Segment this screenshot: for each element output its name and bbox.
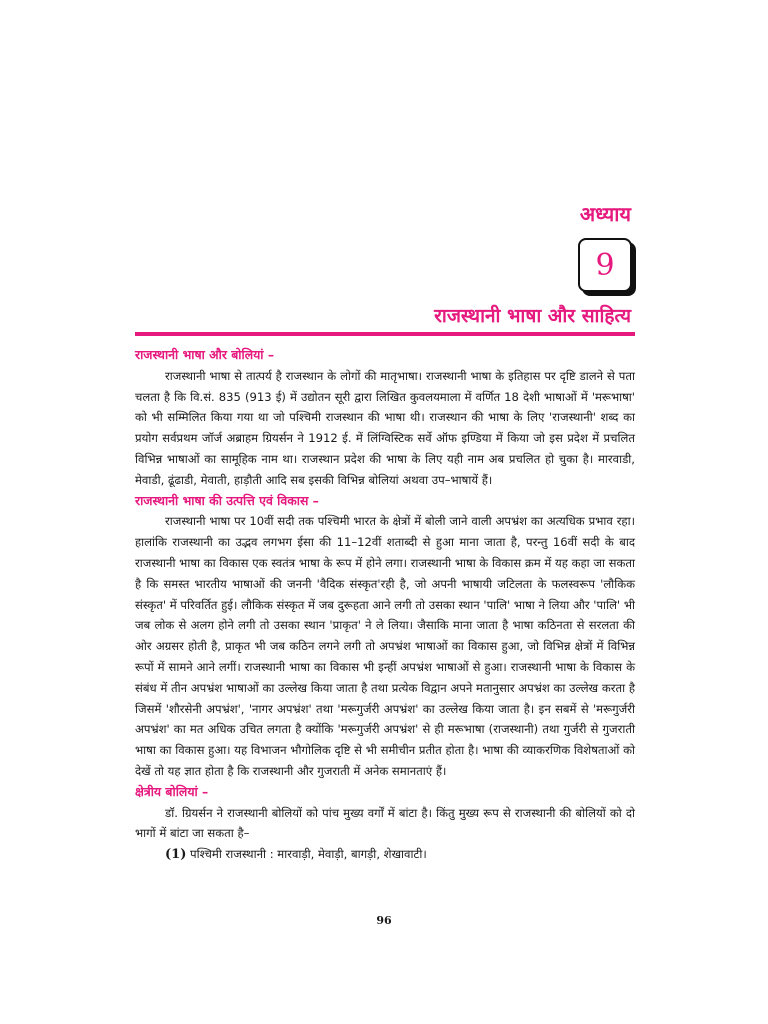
section-heading-origin: राजस्थानी भाषा की उत्पत्ति एवं विकास – — [135, 492, 319, 508]
chapter-label: अध्याय — [579, 202, 631, 226]
list-item-text: पश्चिमी राजस्थानी : मारवाड़ी, मेवाड़ी, बागड़ी, शेखावाटी। — [190, 847, 427, 862]
page-number: 96 — [376, 914, 392, 927]
title-divider — [135, 332, 635, 336]
chapter-number-box — [578, 238, 632, 292]
section-paragraph-dialects: डॉ. ग्रियर्सन ने राजस्थानी बोलियों को पांच मुख्य वर्गों में बांटा है। किंतु मुख्य रूप से राजस्थानी की बोलियों को दो भागों में बांटा जा सकता है– — [135, 805, 635, 841]
section-paragraph-languages: राजस्थानी भाषा से तात्पर्य है राजस्थान के लोगों की मातृभाषा। राजस्थानी भाषा के इतिहास पर दृष्टि डालने से पता चलता है कि वि.सं. 835 (913 ई) में उद्योतन सूरी द्वारा लिखित कुवलयमाला में वर्णित 18 देशी भाषाओं में 'मरूभाषा' को भी सम्मिलित किया गया था जो पश्चिमी राजस्थान की भाषा थी। राजस्थान की भाषा के लिए 'राजस्थानी' शब्द का प्रयोग सर्वप्रथम जॉर्ज अब्राहम ग्रियर्सन ने 1912 ई. में लिंग्विस्टिक सर्वे ऑफ इण्डिया में किया जो इस प्रदेश में प्रचलित विभिन्न भाषाओं का सामूहिक नाम था। राजस्थान प्रदेश की भाषा के लिए यही नाम अब प्रचलित हो चुका है। मारवाडी, मेवाडी, ढूंढाडी, मेवाती, हाड़ौती आदि सब इसकी विभिन्न बोलियां अथवा उप–भाषायें हैं। — [135, 368, 635, 487]
chapter-number: 9 — [595, 247, 615, 283]
list-item — [135, 844, 635, 866]
section-heading-dialects: क्षेत्रीय बोलियां – — [135, 783, 209, 799]
list-item-number: (1) — [165, 847, 187, 863]
section-heading-languages: राजस्थानी भाषा और बोलियां – — [135, 347, 275, 362]
section-paragraph-origin: राजस्थानी भाषा पर 10वीं सदी तक पश्चिमी भारत के क्षेत्रों में बोली जाने वाली अपभ्रंश का अत्यधिक प्रभाव रहा। हालांकि राजस्थानी का उद्भव लगभग ईसा की 11–12वीं शताब्दी से हुआ माना जाता है, परन्तु 16वीं सदी के बाद राजस्थानी भाषा का विकास एक स्वतंत्र भाषा के रूप में होने लगा। राजस्थानी भाषा के विकास क्रम में यह कहा जा सकता है कि समस्त भारतीय भाषाओं की जननी 'वैदिक संस्कृत'रही है, जो अपनी भाषायी जटिलता के फलस्वरूप 'लौकिक संस्कृत' में परिवर्तित हुई। लौकिक संस्कृत में जब दुरूहता आने लगी तो उसका स्थान 'पालि' भाषा ने लिया और 'पालि' भी जब लोक से अलग होने लगी तो उसका स्थान 'प्राकृत' ने ले लिया। जैसाकि माना जाता है भाषा कठिनता से सरलता की ओर अग्रसर होती है, प्राकृत भी जब कठिन लगने लगी तो अपभ्रंश भाषाओं का विकास हुआ, जो विभिन्न क्षेत्रों में विभिन्न रूपों में सामने आने लगीं। राजस्थानी भाषा का विकास भी इन्हीं अपभ्रंश भाषाओं से हुआ। राजस्थानी भाषा के विकास के संबंध में तीन अपभ्रंश भाषाओं का उल्लेख किया जाता है तथा प्रत्येक विद्वान अपने मतानुसार अपभ्रंश का उल्लेख करता है जिसमें 'शौरसेनी अपभ्रंश', 'नागर अपभ्रंश' तथा 'मरूगुर्जरी अपभ्रंश' का उल्लेख किया जाता है। इन सबमें से 'मरूगुर्जरी अपभ्रंश' का मत अधिक उचित लगता है क्योंकि 'मरूगुर्जरी अपभ्रंश' से ही मरूभाषा (राजस्थानी) तथा गुर्जरी से गुजराती भाषा का विकास हुआ। यह विभाजन भौगोलिक दृष्टि से भी समीचीन प्रतीत होता है। भाषा की व्याकरणिक विशेषताओं को देखें तो यह ज्ञात होता है कि राजस्थानी और गुजराती में अनेक समानताएं हैं। — [135, 514, 635, 778]
chapter-body — [135, 345, 635, 866]
chapter-title: राजस्थानी भाषा और साहित्य — [434, 305, 631, 327]
